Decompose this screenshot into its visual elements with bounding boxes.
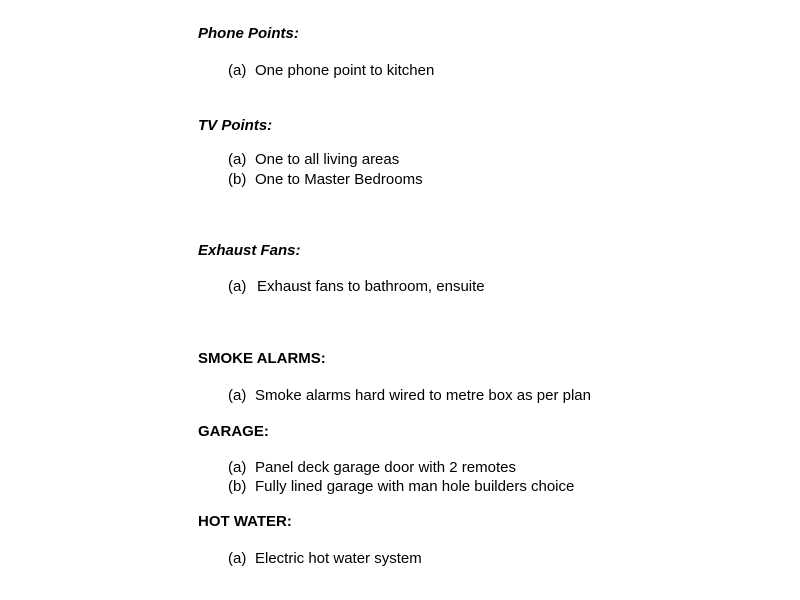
list-item-text: Smoke alarms hard wired to metre box as per plan — [255, 387, 591, 404]
section-heading-phone-points: Phone Points: — [198, 25, 299, 42]
list-item — [228, 278, 485, 296]
list-item-text: One to Master Bedrooms — [255, 171, 423, 188]
list-marker: (a) — [228, 550, 247, 567]
list-marker: (a) — [228, 387, 247, 404]
list-marker: (b) — [228, 478, 247, 495]
list-item — [228, 171, 423, 189]
list-marker: (a) — [228, 62, 247, 79]
list-item-text: One phone point to kitchen — [255, 62, 435, 79]
list-marker: (a) — [228, 151, 247, 168]
section-heading-hot-water: HOT WATER: — [198, 513, 292, 530]
list-item — [228, 550, 422, 568]
list-item — [228, 459, 516, 477]
list-item — [228, 478, 574, 496]
section-heading-exhaust-fans: Exhaust Fans: — [198, 242, 301, 259]
list-item-text: Fully lined garage with man hole builders choice — [255, 478, 575, 495]
list-item-text: Panel deck garage door with 2 remotes — [255, 459, 516, 476]
list-item — [228, 151, 399, 169]
list-marker: (a) — [228, 459, 247, 476]
list-marker: (a) — [228, 278, 247, 295]
list-marker: (b) — [228, 171, 247, 188]
section-heading-tv-points: TV Points: — [198, 117, 273, 134]
list-item-text: One to all living areas — [255, 151, 400, 168]
list-item-text: Exhaust fans to bathroom, ensuite — [257, 278, 485, 295]
list-item-text: Electric hot water system — [255, 550, 422, 567]
list-item — [228, 387, 591, 405]
section-heading-smoke-alarms: SMOKE ALARMS: — [198, 350, 326, 367]
section-heading-garage: GARAGE: — [198, 423, 269, 440]
list-item — [228, 62, 434, 80]
